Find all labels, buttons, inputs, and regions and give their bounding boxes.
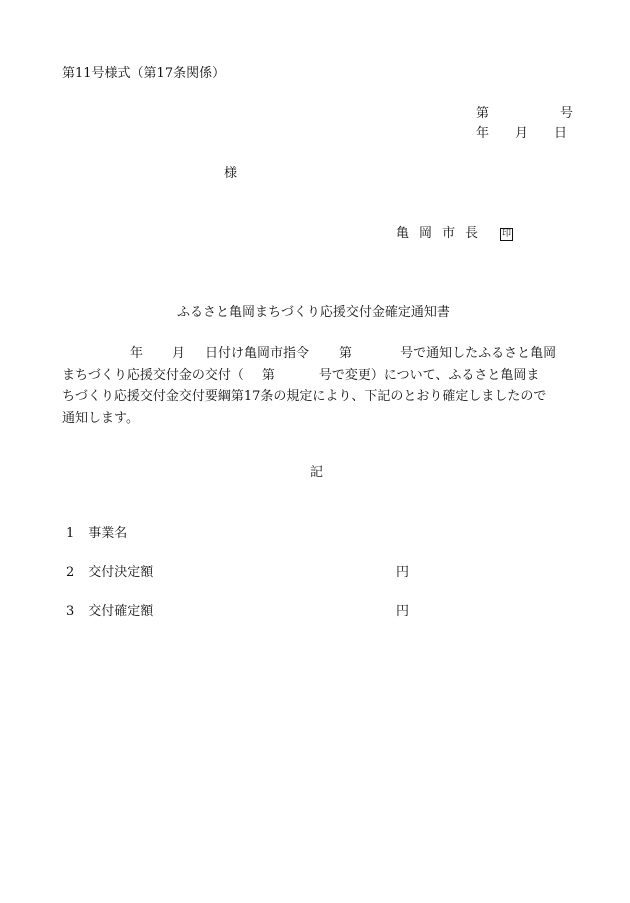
body-dai-2: 第 — [261, 367, 275, 383]
date-month: 月 — [515, 126, 529, 141]
sender-char-3: 市 — [442, 226, 456, 241]
seal-stamp: 印 — [502, 229, 512, 239]
body-text-b: 号で通知したふるさと亀岡 — [400, 346, 557, 361]
doc-no-prefix: 第 — [476, 106, 490, 121]
body-paragraph — [62, 343, 574, 429]
body-line-4: 通知します。 — [62, 410, 139, 426]
form-number-label: 第11号様式（第17条関係） — [62, 66, 226, 81]
item-label: 交付決定額 — [88, 565, 154, 580]
item-row-3 — [66, 605, 153, 618]
date-year: 年 — [476, 126, 490, 141]
document-number — [476, 107, 573, 120]
body-dai-1: 第 — [339, 346, 353, 361]
item-row-1 — [66, 527, 127, 540]
body-line-3: ちづくり応援交付金交付要綱第17条の規定により、下記のとおり確定しましたので — [62, 389, 547, 404]
body-text-c: まちづくり応援交付金の交付（ — [62, 367, 244, 383]
body-month: 月 — [172, 346, 186, 361]
item-row-2 — [66, 566, 153, 579]
sender-char-4: 長 — [465, 226, 479, 241]
doc-no-suffix: 号 — [560, 106, 574, 121]
body-year: 年 — [130, 346, 144, 361]
body-text-a: 日付け亀岡市指令 — [205, 346, 310, 361]
body-line-1 — [62, 343, 574, 365]
item-number: 1 — [66, 526, 75, 541]
item-unit-3: 円 — [396, 604, 410, 619]
sender-mayor — [396, 227, 513, 241]
date-day: 日 — [554, 126, 568, 141]
item-label: 事業名 — [88, 526, 128, 541]
item-unit-2: 円 — [396, 565, 410, 580]
sender-char-1: 亀 — [396, 226, 410, 241]
addressee-honorific: 様 — [224, 166, 238, 181]
ki-heading: 記 — [310, 465, 324, 480]
document-title: ふるさと亀岡まちづくり応援交付金確定通知書 — [177, 305, 450, 320]
body-line-2 — [62, 365, 574, 387]
item-label: 交付確定額 — [88, 604, 154, 619]
item-number: 2 — [66, 565, 75, 580]
item-number: 3 — [66, 604, 75, 619]
sender-char-2: 岡 — [419, 226, 433, 241]
body-text-d: 号で変更）について、ふるさと亀岡ま — [318, 367, 540, 383]
issue-date — [476, 127, 567, 140]
